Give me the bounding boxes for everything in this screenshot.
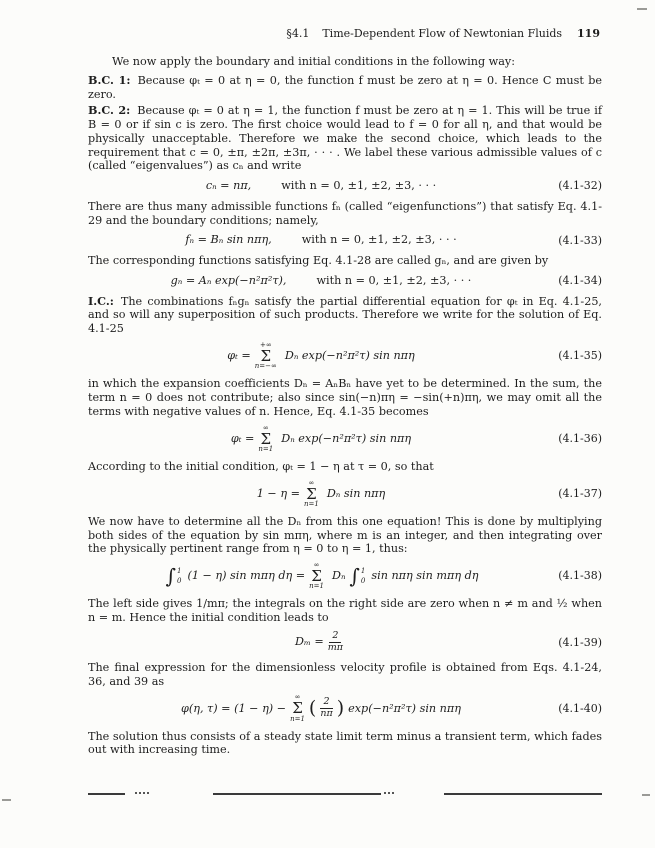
equation-number: (4.1-39) — [558, 635, 602, 649]
integral-lower-limit: 0 — [176, 577, 182, 586]
equation-lhs: φₜ = — [227, 349, 251, 363]
equation-segment: sin nπη sin mπη dη — [371, 569, 479, 583]
running-header — [0, 27, 600, 40]
equation-segment: (1 − η) sin mπη dη = — [187, 569, 306, 583]
paragraph-intro: We now apply the boundary and initial conditions in the following way: — [112, 55, 516, 68]
integral-upper-limit: 1 — [360, 566, 366, 575]
fraction-denominator: nπ — [320, 707, 333, 719]
fraction-numerator: 2 — [329, 631, 341, 643]
equation-lhs: φₜ = — [230, 431, 255, 445]
page-number: 119 — [577, 27, 600, 40]
equation-number: (4.1-32) — [558, 179, 602, 193]
bc1-label: B.C. 1: — [88, 72, 131, 87]
equation-rhs: Dₙ sin nπη — [326, 486, 386, 500]
sum-lower-limit: n=−∞ — [254, 362, 277, 371]
equation-4-1-39 — [88, 631, 602, 654]
sum-upper-limit: ∞ — [294, 693, 301, 702]
sum-lower-limit: n=1 — [290, 714, 305, 723]
bc1-text: Because φₜ = 0 at η = 0, the function f must be zero at η = 0. Hence C must be zero. — [88, 73, 603, 101]
sigma-glyph: Σ — [306, 484, 317, 503]
footnote-rule-segment — [444, 793, 602, 795]
right-paren: ) — [336, 696, 345, 719]
sum-upper-limit: ∞ — [313, 561, 320, 570]
equation-lhs: 1 − η = — [256, 486, 300, 500]
sum-lower-limit: n=1 — [304, 499, 319, 508]
paragraph-expansion-coefficients: in which the expansion coefficients Dₙ = AₙBₙ have yet to be determined. In the sum, the term n = 0 does not contribute; also since sin(−n)πη = −sin(+n)πη, we may omit all the terms with negative values of n. Hence, Eq. 4.1-35 becomes — [88, 377, 602, 418]
summation-symbol — [255, 342, 277, 370]
ic-label: I.C.: — [88, 293, 114, 308]
equation-lhs: Dₘ = — [294, 635, 324, 649]
equation-4-1-38 — [88, 562, 602, 590]
paragraph-solution-summary: The solution thus consists of a steady state limit term minus a transient term, which fades out with increasing time. — [88, 729, 602, 757]
equation-condition: with n = 0, ±1, ±2, ±3, · · · — [281, 179, 437, 193]
integral-glyph: ∫ — [165, 564, 176, 589]
equation-number: (4.1-34) — [558, 274, 602, 288]
paragraph-eigenfunctions: There are thus many admissible functions fₙ (called “eigenfunctions”) that satisfy Eq. 4.1-29 and the boundary conditions; namely, — [88, 199, 602, 227]
equation-condition: with n = 0, ±1, ±2, ±3, · · · — [316, 273, 472, 287]
sigma-glyph: Σ — [292, 699, 303, 718]
scan-artifact — [642, 794, 650, 796]
scan-artifact — [2, 799, 11, 801]
boundary-condition-2 — [88, 104, 602, 173]
equation-4-1-36 — [88, 425, 602, 453]
scan-artifact — [637, 8, 647, 10]
equation-body: fₙ = Bₙ sin nπη, — [185, 233, 272, 247]
sum-lower-limit: n=1 — [309, 582, 324, 591]
footnote-rule-dots — [384, 792, 394, 796]
equation-body: cₙ = nπ, — [205, 179, 252, 193]
section-number: §4.1 — [286, 27, 310, 40]
summation-symbol — [304, 480, 319, 508]
equation-body: gₙ = Aₙ exp(−n²π²τ), — [170, 273, 287, 287]
equation-4-1-34 — [88, 274, 602, 288]
paragraph-initial-condition: According to the initial condition, φₜ = 1 − η at τ = 0, so that — [88, 459, 434, 473]
bc2-text: Because φₜ = 0 at η = 1, the function f must be zero at η = 1. This will be true if B = 0 or if sin c is zero. The first choice would lead to f = 0 for all η, and that would be physically unacceptable. Therefore we make the second choice, which leads to the requirement that c = 0, ±π, ±2π, ±3π, · · · . We label these various admissible values of c (called “eigenvalues”) as cₙ and write — [88, 104, 602, 173]
sigma-glyph: Σ — [311, 567, 322, 586]
paragraph-corresponding: The corresponding functions satisfying Eq. 4.1-28 are called gₙ, and are given by — [88, 254, 549, 268]
integral-symbol — [349, 564, 366, 589]
equation-lhs: φ(η, τ) = (1 − η) − — [181, 701, 287, 715]
sum-upper-limit: ∞ — [308, 478, 315, 487]
equation-number: (4.1-35) — [558, 349, 602, 363]
sum-upper-limit: +∞ — [259, 341, 272, 350]
sum-upper-limit: ∞ — [262, 423, 269, 432]
footnote-rule-segment — [88, 793, 125, 795]
footnote-rule-segment — [213, 793, 381, 795]
fraction-denominator: mπ — [327, 641, 344, 653]
integral-lower-limit: 0 — [360, 577, 366, 586]
summation-symbol — [290, 694, 305, 722]
sigma-glyph: Σ — [260, 347, 272, 366]
fraction — [319, 697, 333, 720]
equation-number: (4.1-33) — [558, 233, 602, 247]
paragraph-left-side: The left side gives 1/mπ; the integrals on the right side are zero when n ≠ m and ½ when n = m. Hence the initial condition leads to — [88, 597, 602, 625]
equation-number: (4.1-38) — [558, 569, 602, 583]
boundary-condition-1 — [88, 74, 602, 102]
equation-4-1-32 — [88, 179, 602, 193]
equation-4-1-37 — [88, 480, 602, 508]
integral-symbol — [165, 564, 182, 589]
footnote-rule-dots — [135, 792, 149, 796]
equation-4-1-40 — [88, 694, 602, 722]
equation-number: (4.1-40) — [558, 701, 602, 715]
sum-lower-limit: n=1 — [258, 444, 274, 453]
running-title: Time-Dependent Flow of Newtonian Fluids — [322, 27, 563, 40]
equation-rhs: Dₙ exp(−n²π²τ) sin nπη — [281, 431, 412, 445]
equation-condition: with n = 0, ±1, ±2, ±3, · · · — [301, 233, 457, 247]
summation-symbol — [258, 425, 273, 453]
integral-glyph: ∫ — [349, 564, 360, 589]
left-paren: ( — [308, 696, 317, 719]
bc2-label: B.C. 2: — [88, 103, 131, 118]
equation-4-1-35 — [88, 342, 602, 370]
fraction — [327, 631, 344, 654]
equation-rhs: Dₙ exp(−n²π²τ) sin nπη — [284, 349, 415, 363]
paragraph-determine-coefficients: We now have to determine all the Dₙ from this one equation! This is done by multiplying both sides of the equation by sin mπη, where m is an integer, and then integrating over the physically pertinent range from η = 0 to η = 1, thus: — [88, 514, 602, 556]
fraction-numerator: 2 — [320, 697, 332, 709]
integral-upper-limit: 1 — [176, 566, 182, 575]
page-content — [88, 55, 602, 762]
equation-4-1-33 — [88, 233, 602, 247]
ic-text: The combinations fₙgₙ satisfy the partial differential equation for φₜ in Eq. 4.1-25, and so will any superposition of such products. Therefore we write for the solution of Eq. 4.1-25 — [88, 294, 602, 336]
sigma-glyph: Σ — [260, 429, 272, 448]
equation-segment: Dₙ — [331, 569, 346, 583]
equation-number: (4.1-36) — [558, 431, 602, 445]
equation-rhs: exp(−n²π²τ) sin nπη — [348, 701, 461, 715]
initial-condition-paragraph — [88, 295, 602, 336]
footnote-rule — [88, 792, 602, 796]
equation-number: (4.1-37) — [558, 486, 602, 500]
summation-symbol — [309, 562, 324, 590]
paragraph-final-expression: The final expression for the dimensionless velocity profile is obtained from Eqs. 4.1-24, 36, and 39 as — [88, 660, 602, 688]
